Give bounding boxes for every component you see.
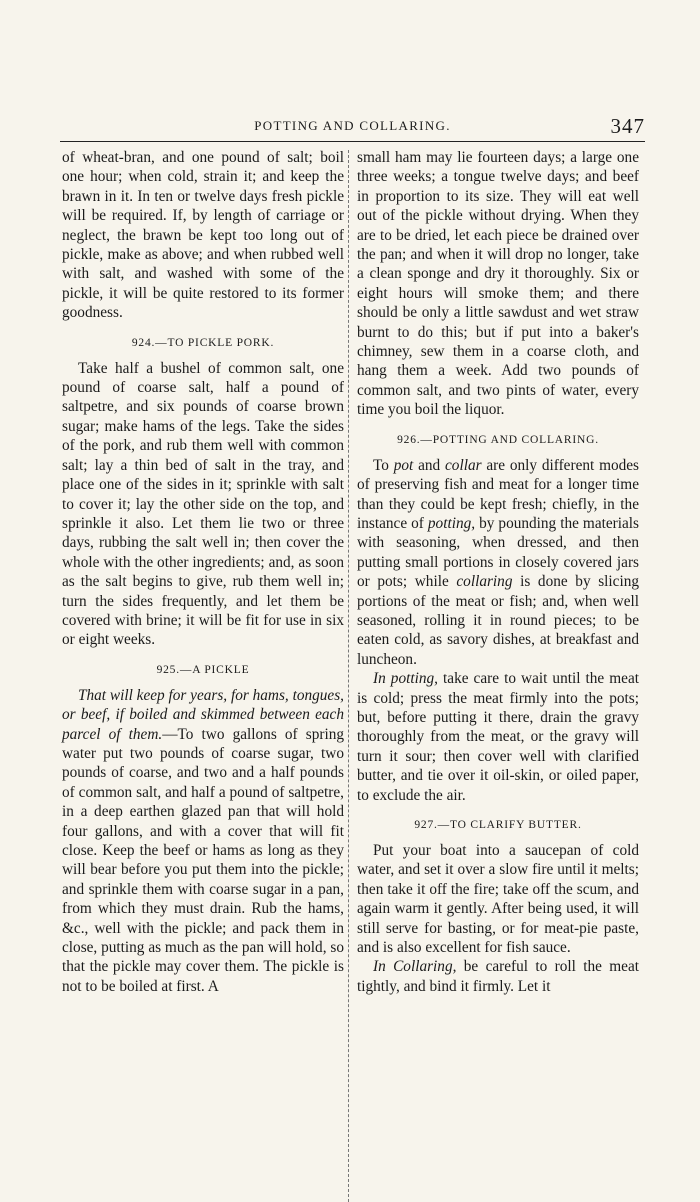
italic-term: In Collaring, bbox=[373, 958, 457, 976]
text-run: take care to wait until the meat is cold; press the meat firmly into the pots; but, before putting it there, drain the gravy thoroughly from the meat, or the gravy will turn it sour; then cover well with clarified butter, and tie over it oil-skin, or oiled paper, to exclude the air. bbox=[357, 670, 639, 804]
recipe-body-925 bbox=[62, 686, 344, 997]
recipe-heading-924: 924.—TO PICKLE PORK. bbox=[131, 336, 275, 349]
text-run: are only different modes of preserving fish and meat for a longer time than they could be kept fresh; chiefly, in the instance of bbox=[357, 456, 640, 532]
recipe-body-927: Put your boat into a saucepan of cold water, and set it over a slow fire until it melts; then take it off the fire; take off the scum, and again warm it gently. After being used, it will still serve for basting, or for meat-pie paste, and is also excellent for fish sauce. bbox=[357, 842, 639, 957]
italic-term: pot bbox=[393, 456, 414, 474]
running-title: POTTING AND COLLARING. bbox=[254, 118, 451, 133]
page-header bbox=[60, 114, 645, 140]
header-rule bbox=[60, 141, 645, 142]
text-run: by pounding the materials with seasoning, when dressed, and then putting small portions in closely covered jars or pots; while bbox=[357, 514, 639, 591]
continued-paragraph-right: small ham may lie fourteen days; a large one three weeks; a tongue twelve days; and beef in proportion to its size. They will eat well out of the pickle without drying. When they are to be dried, let each piece be drained over the pan; and when it will drop no longer, take a clean sponge and dry it thoroughly. Six or eight hours will smoke them; and there should be only a little sawdust and wet straw burnt to do this; but if put into a baker's chimney, sew them in a coarse cloth, and hang them a week. Add two pounds of common salt, and two pints of water, every time you boil the liquor. bbox=[357, 149, 639, 419]
recipe-text-925: —To two gallons of spring water put two pounds of coarse sugar, two pounds of coarse, and two and a half pounds of common salt, and half a pound of saltpetre, in a deep earthen glazed pan that will hold four gallons, and with a cover that will fit close. Keep the beef or hams as long as they will bear before you put them into the pickle; and sprinkle them with coarse sugar in a pan, from which they must drain. Rub the hams, &c., well with the pickle; and pack them in close, putting as much as the pan will hold, so that the pickle may cover them. The pickle is not to be boiled at first. A bbox=[62, 725, 344, 995]
left-column bbox=[62, 148, 344, 996]
italic-term: collar bbox=[445, 456, 482, 474]
column-divider bbox=[348, 150, 349, 1202]
text-run: and bbox=[413, 456, 446, 474]
recipe-body-926-potting bbox=[357, 669, 639, 805]
recipe-body-924: Take half a bushel of common salt, one pound of coarse salt, half a pound of saltpetre, and six pounds of coarse brown sugar; make hams of the legs. Take the sides of the pork, and rub them well with common salt; lay a thin bed of salt in the tray, and place one of the sides in it; sprinkle with salt to cover it; lay the other side on the top, and sprinkle it also. Let them lie two or three days, rubbing the salt well in; then cover the whole with the other ingredients; and, as soon as the salt begins to give, rub them well in; turn the sides frequently, and let them be covered with brine; it will be fit for use in six or eight weeks. bbox=[62, 359, 344, 649]
italic-term: In potting, bbox=[373, 670, 438, 688]
right-column bbox=[357, 148, 639, 996]
recipe-subtitle-925: That will keep for years, for hams, tongues, or beef, if boiled and skimmed between each parcel of them. bbox=[62, 686, 344, 743]
recipe-heading-926: 926.—POTTING AND COLLARING. bbox=[397, 433, 599, 446]
recipe-body-collaring bbox=[357, 957, 639, 996]
text-run: To bbox=[373, 456, 394, 474]
text-run: be careful to roll the meat tightly, and bind it firmly. Let it bbox=[357, 958, 639, 995]
italic-term: potting, bbox=[427, 514, 476, 532]
recipe-heading-927: 927.—TO CLARIFY BUTTER. bbox=[414, 819, 582, 831]
continued-paragraph: of wheat-bran, and one pound of salt; boil one hour; when cold, strain it; and keep the brawn in it. In ten or twelve days fresh pickle will be required. If, by length of carriage or neglect, the brawn be kept too long out of pickle, make as above; and when rubbed well with salt, and washed with some of the pickle, it will be quite restored to its former goodness. bbox=[62, 149, 344, 322]
page-number: 347 bbox=[610, 114, 645, 138]
text-run: is done by slicing portions of the meat or fish; and, when well seasoned, rolling it in round pieces; to be eaten cold, as savory dishes, at breakfast and luncheon. bbox=[357, 573, 640, 668]
recipe-body-926 bbox=[357, 456, 639, 669]
italic-term: collaring bbox=[456, 573, 513, 591]
recipe-heading-925: 925.—A PICKLE bbox=[156, 663, 250, 676]
